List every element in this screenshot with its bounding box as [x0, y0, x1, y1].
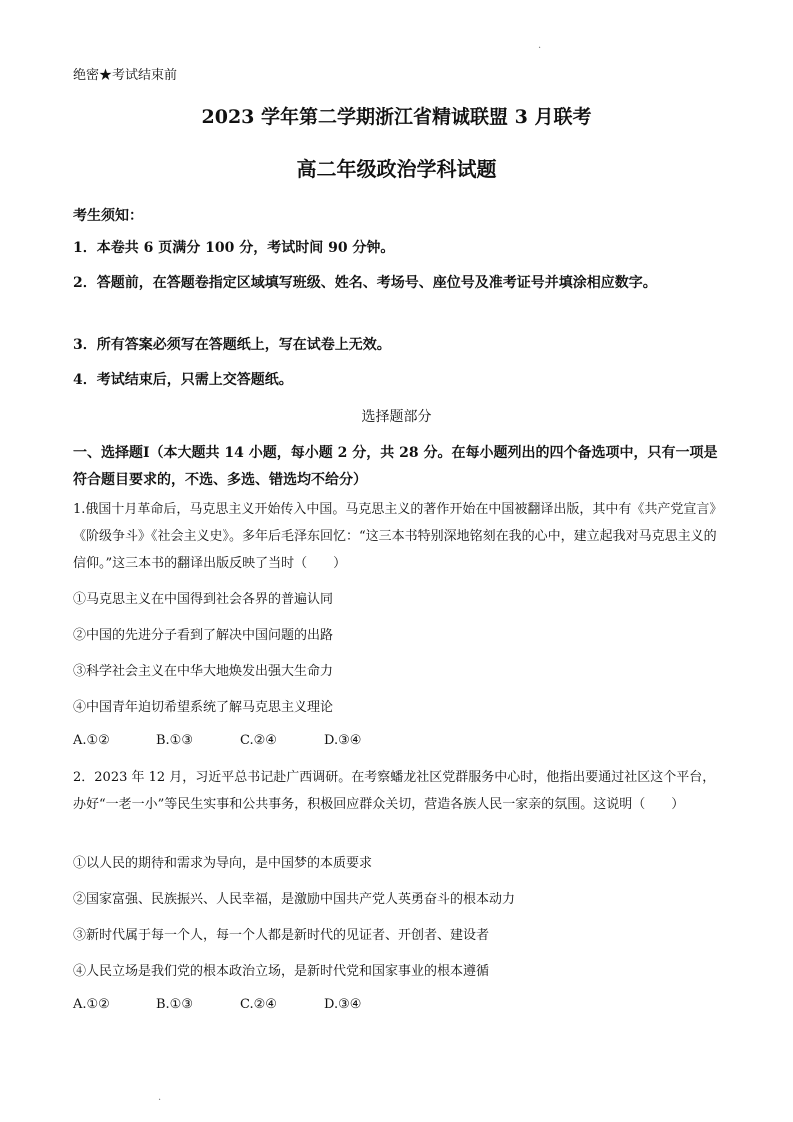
notes-heading: 考生须知：	[73, 208, 143, 224]
question-2-option-4: ④人民立场是我们党的根本政治立场，是新时代党和国家事业的根本遵循	[73, 964, 490, 979]
question-1-option-2: ②中国的先进分子看到了解决中国问题的出路	[73, 628, 334, 643]
question-1-choice-d: D.③④	[324, 733, 362, 748]
question-2-choice-a: A.①②	[73, 997, 110, 1012]
scan-dot-top: .	[538, 40, 542, 51]
question-1-choice-a: A.①②	[73, 733, 110, 748]
question-2-option-3: ③新时代属于每一个人，每一个人都是新时代的见证者、开创者、建设者	[73, 928, 490, 943]
question-2-choice-c: C.②④	[240, 997, 277, 1012]
question-1-stem: 1.俄国十月革命后，马克思主义开始传入中国。马克思主义的著作开始在中国被翻译出版，其中有《共产党宣言》《阶级争斗》《社会主义史》。多年后毛泽东回忆：“这三本书特别深地铭刻在我的心中，建立起我对马克思主义的信仰。”这三本书的翻译出版反映了当时（ ）	[73, 502, 723, 571]
note-item-2: 2．答题前，在答题卷指定区域填写班级、姓名、考场号、座位号及准考证号并填涂相应数字。	[73, 275, 657, 291]
scan-dot-bottom: .	[158, 1092, 162, 1103]
confidential-label: 绝密★考试结束前	[73, 68, 178, 83]
question-2-option-1: ①以人民的期待和需求为导向，是中国梦的本质要求	[73, 856, 373, 871]
question-1-choice-c: C.②④	[240, 733, 277, 748]
exam-subtitle: 高二年级政治学科试题	[296, 157, 497, 181]
exam-title: 2023 学年第二学期浙江省精诚联盟 3 月联考	[201, 106, 592, 128]
question-2-stem: 2．2023 年 12 月，习近平总书记赴广西调研。在考察蟠龙社区党群服务中心时，他指出要通过社区这个平台，办好“一老一小”等民生实事和公共事务，积极回应群众关切，营造各族人民一家亲的氛围。这说明（ ）	[73, 770, 716, 812]
question-1-option-4: ④中国青年迫切希望系统了解马克思主义理论	[73, 700, 334, 715]
note-item-1: 1．本卷共 6 页满分 100 分，考试时间 90 分钟。	[73, 240, 395, 256]
question-1-option-3: ③科学社会主义在中华大地焕发出强大生命力	[73, 664, 334, 679]
question-2-option-2: ②国家富强、民族振兴、人民幸福，是激励中国共产党人英勇奋斗的根本动力	[73, 892, 516, 907]
section-title: 选择题部分	[361, 409, 432, 425]
question-2-choice-d: D.③④	[324, 997, 362, 1012]
question-1-option-1: ①马克思主义在中国得到社会各界的普遍认同	[73, 592, 334, 607]
question-2-choice-b: B.①③	[156, 997, 193, 1012]
note-item-4: 4．考试结束后，只需上交答题纸。	[73, 372, 293, 388]
part-heading: 一、选择题Ⅰ（本大题共 14 小题，每小题 2 分，共 28 分。在每小题列出的四个备选项中，只有一项是符合题目要求的，不选、多选、错选均不给分）	[73, 445, 718, 488]
note-item-3: 3．所有答案必须写在答题纸上，写在试卷上无效。	[73, 337, 391, 353]
question-1-choice-b: B.①③	[156, 733, 193, 748]
